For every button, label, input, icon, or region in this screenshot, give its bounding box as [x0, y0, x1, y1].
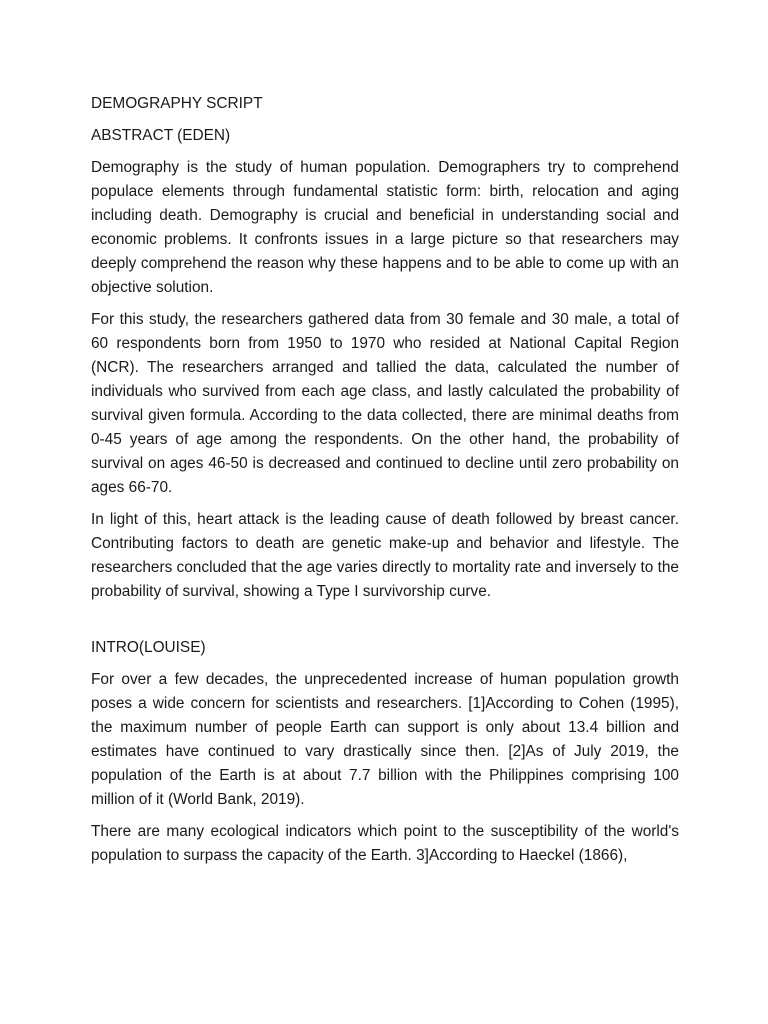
intro-paragraph: For over a few decades, the unprecedented increase of human population growth poses a wide concern for scientists and researchers. [1]According to Cohen (1995), the maximum number of people Earth can support is only about 13.4 billion and estimates have continued to vary drastically since then. [2]As of July 2019, the population of the Earth is at about 7.7 billion with the Philippines comprising 100 million of it (World Bank, 2019).	[91, 671, 679, 808]
section-heading-abstract: ABSTRACT (EDEN)	[91, 127, 231, 144]
abstract-paragraph: In light of this, heart attack is the leading cause of death followed by breast cancer. Contributing factors to death are genetic make-up and behavior and lifestyle. The researchers concluded that the age varies directly to mortality rate and inversely to the probability of survival, showing a Type I survivorship curve.	[91, 511, 679, 600]
abstract-paragraph: For this study, the researchers gathered data from 30 female and 30 male, a total of 60 respondents born from 1950 to 1970 who resided at National Capital Region (NCR). The researchers arranged and tallied the data, calculated the number of individuals who survived from each age class, and lastly calculated the probability of survival given formula. According to the data collected, there are minimal deaths from 0-45 years of age among the respondents. On the other hand, the probability of survival on ages 46-50 is decreased and continued to decline until zero probability on ages 66-70.	[91, 311, 679, 496]
section-spacer	[91, 612, 679, 636]
abstract-paragraph: Demography is the study of human population. Demographers try to comprehend populace elements through fundamental statistic form: birth, relocation and aging including death. Demography is crucial and beneficial in understanding social and economic problems. It confronts issues in a large picture so that researchers may deeply comprehend the reason why these happens and to be able to come up with an objective solution.	[91, 159, 679, 296]
document-title: DEMOGRAPHY SCRIPT	[91, 95, 263, 112]
document-page	[91, 92, 679, 876]
intro-paragraph: There are many ecological indicators which point to the susceptibility of the world's population to surpass the capacity of the Earth. 3]According to Haeckel (1866),	[91, 823, 679, 864]
section-heading-intro: INTRO(LOUISE)	[91, 639, 206, 656]
